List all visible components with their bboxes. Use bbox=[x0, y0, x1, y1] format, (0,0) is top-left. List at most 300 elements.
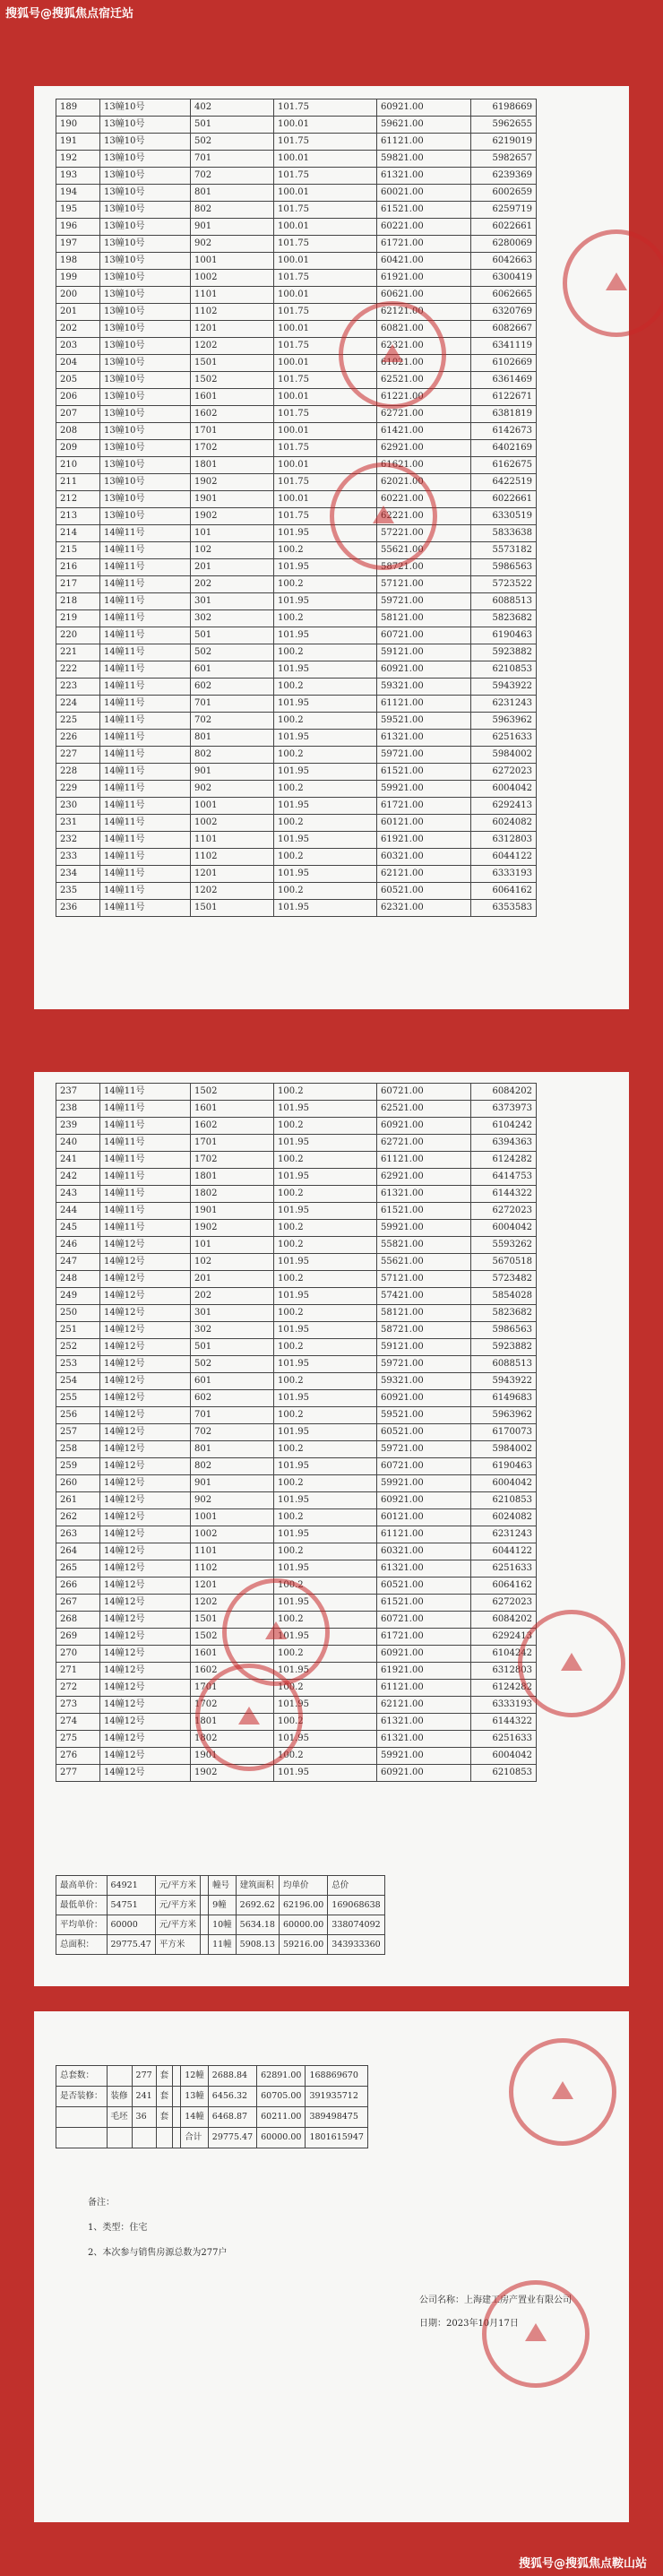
table-cell: 60021.00 bbox=[377, 185, 471, 202]
table-cell: 6088513 bbox=[471, 593, 537, 610]
table-cell: 273 bbox=[56, 1697, 100, 1714]
table-row bbox=[56, 2087, 368, 2107]
table-cell: 6272023 bbox=[471, 1203, 537, 1220]
table-cell: 247 bbox=[56, 1254, 100, 1271]
table-cell: 1801615947 bbox=[306, 2128, 367, 2148]
table-cell: 6320769 bbox=[471, 304, 537, 321]
table-cell: 1701 bbox=[191, 1135, 274, 1152]
table-cell: 总价 bbox=[328, 1876, 384, 1896]
table-cell: 5923882 bbox=[471, 644, 537, 661]
table-cell: 62921.00 bbox=[377, 440, 471, 457]
table-cell: 61321.00 bbox=[377, 1714, 471, 1731]
table-row bbox=[56, 2066, 368, 2087]
table-cell: 14幢12号 bbox=[100, 1356, 191, 1373]
table-cell: 208 bbox=[56, 423, 100, 440]
table-cell: 58121.00 bbox=[377, 610, 471, 627]
table-cell: 207 bbox=[56, 406, 100, 423]
table-cell: 1002 bbox=[191, 1526, 274, 1543]
table-cell: 13幢10号 bbox=[100, 151, 191, 168]
table-cell: 14幢11号 bbox=[100, 1169, 191, 1186]
table-cell: 252 bbox=[56, 1339, 100, 1356]
table-cell: 61521.00 bbox=[377, 764, 471, 781]
table-cell: 210 bbox=[56, 457, 100, 474]
table-cell: 101.95 bbox=[274, 1135, 377, 1152]
table-cell: 6064162 bbox=[471, 1578, 537, 1595]
table-cell: 14幢11号 bbox=[100, 542, 191, 559]
table-cell: 61121.00 bbox=[377, 1680, 471, 1697]
table-row bbox=[56, 1915, 385, 1935]
table-cell: 5833638 bbox=[471, 525, 537, 542]
table-cell: 14幢12号 bbox=[100, 1612, 191, 1629]
table-cell: 100.2 bbox=[274, 1152, 377, 1169]
table-cell: 222 bbox=[56, 661, 100, 679]
table-cell: 902 bbox=[191, 781, 274, 798]
table-cell: 64921 bbox=[107, 1876, 155, 1896]
table-cell: 62321.00 bbox=[377, 338, 471, 355]
table-cell: 258 bbox=[56, 1441, 100, 1458]
table-cell bbox=[201, 1915, 209, 1935]
table-row bbox=[56, 1876, 385, 1896]
table-cell: 101.95 bbox=[274, 1560, 377, 1578]
table-cell: 5823682 bbox=[471, 610, 537, 627]
table-cell: 169068638 bbox=[328, 1896, 384, 1915]
table-cell: 5573182 bbox=[471, 542, 537, 559]
table-row bbox=[56, 1220, 537, 1237]
table-cell: 13幢10号 bbox=[100, 236, 191, 253]
table-cell: 6144322 bbox=[471, 1714, 537, 1731]
table-cell: 62321.00 bbox=[377, 900, 471, 917]
table-cell: 59321.00 bbox=[377, 1373, 471, 1390]
table-cell: 11幢 bbox=[209, 1935, 237, 1955]
table-cell: 14幢12号 bbox=[100, 1237, 191, 1254]
table-cell: 13幢10号 bbox=[100, 508, 191, 525]
table-row bbox=[56, 627, 537, 644]
table-cell: 214 bbox=[56, 525, 100, 542]
table-cell: 6084202 bbox=[471, 1612, 537, 1629]
table-cell: 1902 bbox=[191, 508, 274, 525]
table-cell: 59121.00 bbox=[377, 644, 471, 661]
table-cell: 61721.00 bbox=[377, 798, 471, 815]
table-cell: 1201 bbox=[191, 1578, 274, 1595]
table-cell: 101.95 bbox=[274, 1288, 377, 1305]
table-cell: 801 bbox=[191, 1441, 274, 1458]
table-cell: 6333193 bbox=[471, 866, 537, 883]
table-cell bbox=[156, 2128, 173, 2148]
table-cell: 6142673 bbox=[471, 423, 537, 440]
table-cell: 14幢11号 bbox=[100, 1203, 191, 1220]
table-cell: 29775.47 bbox=[107, 1935, 155, 1955]
table-cell: 套 bbox=[156, 2066, 173, 2087]
table-row bbox=[56, 99, 537, 117]
notes bbox=[88, 2191, 227, 2266]
table-cell: 13幢10号 bbox=[100, 355, 191, 372]
table-cell: 101.75 bbox=[274, 134, 377, 151]
table-cell: 60321.00 bbox=[377, 1543, 471, 1560]
table-cell: 6414753 bbox=[471, 1169, 537, 1186]
table-cell: 6190463 bbox=[471, 627, 537, 644]
table-cell: 100.01 bbox=[274, 117, 377, 134]
table-cell: 100.01 bbox=[274, 219, 377, 236]
table-cell: 5593262 bbox=[471, 1237, 537, 1254]
table-row bbox=[56, 457, 537, 474]
table-row bbox=[56, 1339, 537, 1356]
company-seal bbox=[195, 1664, 303, 1771]
table-row bbox=[56, 1441, 537, 1458]
table-cell: 269 bbox=[56, 1629, 100, 1646]
table-row bbox=[56, 1152, 537, 1169]
table-cell: 100.2 bbox=[274, 1714, 377, 1731]
table-cell: 100.01 bbox=[274, 491, 377, 508]
table-cell: 5984002 bbox=[471, 1441, 537, 1458]
table-cell: 197 bbox=[56, 236, 100, 253]
company-seal bbox=[339, 301, 446, 409]
table-cell: 14幢12号 bbox=[100, 1697, 191, 1714]
table-cell: 102 bbox=[191, 1254, 274, 1271]
table-cell: 6300419 bbox=[471, 270, 537, 287]
table-cell: 100.2 bbox=[274, 1220, 377, 1237]
sign-date: 日期：2023年10月17日 bbox=[419, 2319, 519, 2329]
table-row bbox=[56, 1935, 385, 1955]
table-cell: 6219019 bbox=[471, 134, 537, 151]
table-cell: 6144322 bbox=[471, 1186, 537, 1203]
table-cell: 702 bbox=[191, 713, 274, 730]
table-cell: 802 bbox=[191, 1458, 274, 1475]
table-cell: 260 bbox=[56, 1475, 100, 1492]
table-cell: 228 bbox=[56, 764, 100, 781]
table-cell: 60000.00 bbox=[279, 1915, 327, 1935]
table-cell: 6251633 bbox=[471, 730, 537, 747]
table-cell: 101.95 bbox=[274, 900, 377, 917]
table-cell: 6231243 bbox=[471, 696, 537, 713]
table-cell: 1202 bbox=[191, 1595, 274, 1612]
table-row bbox=[56, 168, 537, 185]
table-cell: 5963962 bbox=[471, 1407, 537, 1424]
table-cell: 261 bbox=[56, 1492, 100, 1509]
table-cell: 232 bbox=[56, 832, 100, 849]
table-cell: 14幢12号 bbox=[100, 1509, 191, 1526]
table-cell bbox=[132, 2128, 156, 2148]
table-cell: 101.75 bbox=[274, 236, 377, 253]
table-row bbox=[56, 2128, 368, 2148]
table-cell: 702 bbox=[191, 168, 274, 185]
table-cell: 60221.00 bbox=[377, 219, 471, 236]
table-cell: 100.01 bbox=[274, 185, 377, 202]
table-cell: 61121.00 bbox=[377, 1526, 471, 1543]
table-cell: 9幢 bbox=[209, 1896, 237, 1915]
table-cell: 101.95 bbox=[274, 1663, 377, 1680]
table-cell: 249 bbox=[56, 1288, 100, 1305]
table-row bbox=[56, 321, 537, 338]
table-cell: 6468.87 bbox=[208, 2107, 256, 2128]
table-cell: 1801 bbox=[191, 1169, 274, 1186]
table-cell: 100.2 bbox=[274, 815, 377, 832]
table-cell: 6024082 bbox=[471, 815, 537, 832]
table-cell bbox=[56, 2128, 108, 2148]
table-cell: 60721.00 bbox=[377, 1612, 471, 1629]
table-cell: 6004042 bbox=[471, 1220, 537, 1237]
table-cell: 100.2 bbox=[274, 1543, 377, 1560]
table-cell: 100.2 bbox=[274, 1441, 377, 1458]
notes-line: 1、类型：住宅 bbox=[88, 2223, 148, 2233]
table-cell: 100.2 bbox=[274, 1373, 377, 1390]
table-cell: 240 bbox=[56, 1135, 100, 1152]
table-cell: 14幢12号 bbox=[100, 1578, 191, 1595]
table-cell: 100.2 bbox=[274, 1084, 377, 1101]
table-cell: 2688.84 bbox=[208, 2066, 256, 2087]
table-cell: 59721.00 bbox=[377, 1441, 471, 1458]
table-cell: 14幢 bbox=[181, 2107, 209, 2128]
table-cell: 59821.00 bbox=[377, 151, 471, 168]
table-cell: 均单价 bbox=[279, 1876, 327, 1896]
table-cell: 266 bbox=[56, 1578, 100, 1595]
table-cell: 272 bbox=[56, 1680, 100, 1697]
table-cell: 101.75 bbox=[274, 338, 377, 355]
table-cell: 100.2 bbox=[274, 781, 377, 798]
table-cell: 60521.00 bbox=[377, 1424, 471, 1441]
table-cell: 211 bbox=[56, 474, 100, 491]
table-cell: 212 bbox=[56, 491, 100, 508]
table-cell: 1001 bbox=[191, 1509, 274, 1526]
table-cell: 62221.00 bbox=[377, 508, 471, 525]
table-cell: 243 bbox=[56, 1186, 100, 1203]
table-cell: 257 bbox=[56, 1424, 100, 1441]
table-cell: 265 bbox=[56, 1560, 100, 1578]
table-cell: 61321.00 bbox=[377, 730, 471, 747]
notes-title: 备注： bbox=[88, 2198, 115, 2208]
table-cell: 101.95 bbox=[274, 1731, 377, 1748]
table-row bbox=[56, 1203, 537, 1220]
table-cell: 101.75 bbox=[274, 474, 377, 491]
table-cell: 389498475 bbox=[306, 2107, 367, 2128]
table-cell: 100.2 bbox=[274, 1407, 377, 1424]
table-cell: 14幢12号 bbox=[100, 1407, 191, 1424]
table-cell: 101.95 bbox=[274, 525, 377, 542]
table-cell: 204 bbox=[56, 355, 100, 372]
company-seal bbox=[509, 2038, 616, 2146]
table-cell: 14幢12号 bbox=[100, 1373, 191, 1390]
table-cell: 235 bbox=[56, 883, 100, 900]
table-cell: 219 bbox=[56, 610, 100, 627]
table-cell: 602 bbox=[191, 679, 274, 696]
table-cell: 1602 bbox=[191, 406, 274, 423]
table-cell: 101.95 bbox=[274, 1629, 377, 1646]
table-cell: 301 bbox=[191, 593, 274, 610]
table-cell: 10幢 bbox=[209, 1915, 237, 1935]
table-cell: 55621.00 bbox=[377, 542, 471, 559]
company-seal bbox=[482, 2280, 590, 2388]
table-cell: 60921.00 bbox=[377, 661, 471, 679]
table-cell: 6102669 bbox=[471, 355, 537, 372]
table-cell: 61321.00 bbox=[377, 1560, 471, 1578]
table-cell: 5986563 bbox=[471, 1322, 537, 1339]
table-cell: 1702 bbox=[191, 1697, 274, 1714]
table-cell: 59216.00 bbox=[279, 1935, 327, 1955]
table-cell: 57421.00 bbox=[377, 1288, 471, 1305]
table-cell: 101.95 bbox=[274, 866, 377, 883]
table-cell: 14幢11号 bbox=[100, 1220, 191, 1237]
table-cell: 36 bbox=[132, 2107, 156, 2128]
table-cell: 5723482 bbox=[471, 1271, 537, 1288]
table-cell: 270 bbox=[56, 1646, 100, 1663]
table-cell: 13幢10号 bbox=[100, 457, 191, 474]
table-cell: 61921.00 bbox=[377, 832, 471, 849]
table-cell: 5823682 bbox=[471, 1305, 537, 1322]
table-cell: 6062665 bbox=[471, 287, 537, 304]
table-row bbox=[56, 270, 537, 287]
table-cell: 14幢12号 bbox=[100, 1288, 191, 1305]
table-cell: 6104242 bbox=[471, 1118, 537, 1135]
table-cell: 101.95 bbox=[274, 1458, 377, 1475]
table-row bbox=[56, 798, 537, 815]
table-cell: 101.95 bbox=[274, 1322, 377, 1339]
table-row bbox=[56, 474, 537, 491]
table-cell: 6251633 bbox=[471, 1560, 537, 1578]
table-cell: 218 bbox=[56, 593, 100, 610]
table-cell: 276 bbox=[56, 1748, 100, 1765]
table-cell: 13幢10号 bbox=[100, 253, 191, 270]
table-row bbox=[56, 117, 537, 134]
table-cell: 14幢12号 bbox=[100, 1646, 191, 1663]
table-row bbox=[56, 1288, 537, 1305]
table-cell: 198 bbox=[56, 253, 100, 270]
table-cell: 101 bbox=[191, 525, 274, 542]
table-cell: 61721.00 bbox=[377, 1629, 471, 1646]
table-cell: 60211.00 bbox=[257, 2107, 306, 2128]
table-cell: 61421.00 bbox=[377, 423, 471, 440]
table-cell: 702 bbox=[191, 1424, 274, 1441]
table-cell: 1102 bbox=[191, 1560, 274, 1578]
table-cell: 14幢11号 bbox=[100, 781, 191, 798]
table-cell: 1801 bbox=[191, 457, 274, 474]
table-cell: 建筑面积 bbox=[236, 1876, 279, 1896]
table-row bbox=[56, 1509, 537, 1526]
table-cell: 101.95 bbox=[274, 1595, 377, 1612]
table-cell: 1101 bbox=[191, 1543, 274, 1560]
table-cell: 14幢11号 bbox=[100, 696, 191, 713]
table-row bbox=[56, 542, 537, 559]
table-cell: 61221.00 bbox=[377, 389, 471, 406]
table-cell: 60721.00 bbox=[377, 1084, 471, 1101]
table-cell: 1901 bbox=[191, 1748, 274, 1765]
table-row bbox=[56, 1424, 537, 1441]
table-cell: 1001 bbox=[191, 798, 274, 815]
table-cell: 60521.00 bbox=[377, 883, 471, 900]
table-row bbox=[56, 679, 537, 696]
table-cell: 60000.00 bbox=[257, 2128, 306, 2148]
company-seal bbox=[563, 229, 663, 337]
table-row bbox=[56, 1475, 537, 1492]
table-cell: 102 bbox=[191, 542, 274, 559]
table-cell: 6239369 bbox=[471, 168, 537, 185]
table-row bbox=[56, 287, 537, 304]
table-cell: 6024082 bbox=[471, 1509, 537, 1526]
table-cell: 59721.00 bbox=[377, 1356, 471, 1373]
table-cell: 14幢12号 bbox=[100, 1629, 191, 1646]
table-cell: 14幢12号 bbox=[100, 1305, 191, 1322]
table-row bbox=[56, 1560, 537, 1578]
table-cell: 100.2 bbox=[274, 610, 377, 627]
table-cell: 201 bbox=[191, 1271, 274, 1288]
table-cell: 6210853 bbox=[471, 1492, 537, 1509]
table-cell: 13幢10号 bbox=[100, 117, 191, 134]
table-cell: 244 bbox=[56, 1203, 100, 1220]
table-row bbox=[56, 1526, 537, 1543]
table-row bbox=[56, 219, 537, 236]
table-cell: 29775.47 bbox=[208, 2128, 256, 2148]
table-cell: 14幢12号 bbox=[100, 1680, 191, 1697]
table-cell bbox=[201, 1896, 209, 1915]
table-cell: 242 bbox=[56, 1169, 100, 1186]
table-cell: 59621.00 bbox=[377, 117, 471, 134]
table-cell: 60421.00 bbox=[377, 253, 471, 270]
table-row bbox=[56, 696, 537, 713]
table-cell: 802 bbox=[191, 747, 274, 764]
table-cell: 255 bbox=[56, 1390, 100, 1407]
table-cell: 6149683 bbox=[471, 1390, 537, 1407]
table-cell: 902 bbox=[191, 1492, 274, 1509]
table-row bbox=[56, 1458, 537, 1475]
table-cell: 701 bbox=[191, 151, 274, 168]
table-cell: 59521.00 bbox=[377, 1407, 471, 1424]
table-cell: 100.2 bbox=[274, 1646, 377, 1663]
table-cell: 元/平方米 bbox=[155, 1876, 200, 1896]
table-cell: 1201 bbox=[191, 866, 274, 883]
table-cell: 901 bbox=[191, 764, 274, 781]
table-cell: 58121.00 bbox=[377, 1305, 471, 1322]
table-cell: 14幢12号 bbox=[100, 1714, 191, 1731]
table-cell: 61721.00 bbox=[377, 236, 471, 253]
table-cell: 100.2 bbox=[274, 1237, 377, 1254]
table-cell: 13幢10号 bbox=[100, 440, 191, 457]
table-cell: 61121.00 bbox=[377, 134, 471, 151]
table-cell: 301 bbox=[191, 1305, 274, 1322]
table-cell: 61921.00 bbox=[377, 1663, 471, 1680]
table-cell: 6064162 bbox=[471, 883, 537, 900]
table-cell: 101.95 bbox=[274, 1390, 377, 1407]
table-cell: 14幢11号 bbox=[100, 559, 191, 576]
table-cell: 100.01 bbox=[274, 423, 377, 440]
table-cell: 238 bbox=[56, 1101, 100, 1118]
table-row bbox=[56, 372, 537, 389]
table-cell: 246 bbox=[56, 1237, 100, 1254]
table-row bbox=[56, 525, 537, 542]
table-cell: 245 bbox=[56, 1220, 100, 1237]
table-cell: 14幢11号 bbox=[100, 644, 191, 661]
table-cell: 215 bbox=[56, 542, 100, 559]
table-cell: 13幢10号 bbox=[100, 338, 191, 355]
table-row bbox=[56, 440, 537, 457]
table-cell: 1002 bbox=[191, 270, 274, 287]
table-cell: 101.95 bbox=[274, 1254, 377, 1271]
table-cell: 61121.00 bbox=[377, 696, 471, 713]
table-cell: 1702 bbox=[191, 1152, 274, 1169]
table-cell bbox=[107, 2128, 132, 2148]
table-cell: 1601 bbox=[191, 1646, 274, 1663]
table-cell: 1701 bbox=[191, 1680, 274, 1697]
table-row bbox=[56, 1084, 537, 1101]
table-cell: 100.01 bbox=[274, 253, 377, 270]
table-cell: 5670518 bbox=[471, 1254, 537, 1271]
table-cell: 190 bbox=[56, 117, 100, 134]
table-cell: 202 bbox=[191, 1288, 274, 1305]
table-cell: 267 bbox=[56, 1595, 100, 1612]
company-seal bbox=[330, 462, 437, 570]
table-cell: 14幢11号 bbox=[100, 883, 191, 900]
table-cell: 14幢12号 bbox=[100, 1271, 191, 1288]
table-cell: 402 bbox=[191, 99, 274, 117]
table-cell: 57121.00 bbox=[377, 576, 471, 593]
table-cell: 62521.00 bbox=[377, 372, 471, 389]
